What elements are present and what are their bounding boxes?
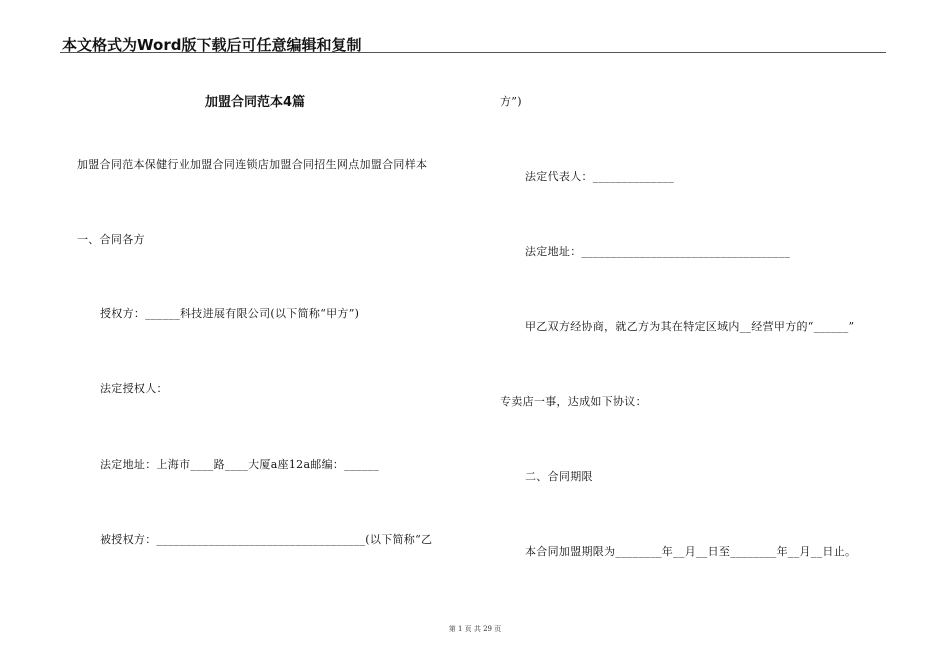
intro-paragraph: 加盟合同范本保健行业加盟合同连锁店加盟合同招生网点加盟合同样本	[77, 158, 428, 171]
agreement-paragraph: 甲乙双方经协商，就乙方为其在特定区域内__经营甲方的“______”	[525, 320, 855, 333]
section-heading-parties: 一、合同各方	[77, 233, 145, 246]
right-legal-address-line: 法定地址：____________________________________	[525, 245, 791, 258]
licensee-line-continued: 方”)	[500, 95, 522, 108]
header-divider	[60, 52, 886, 53]
licensor-line: 授权方：______科技进展有限公司(以下简称“甲方”)	[100, 307, 360, 320]
agreement-paragraph-continued: 专卖店一事，达成如下协议：	[500, 395, 647, 408]
legal-representative-line: 法定代表人：______________	[525, 170, 674, 183]
legal-authorizer-line: 法定授权人：	[100, 382, 168, 395]
document-title: 加盟合同范本4篇	[205, 95, 306, 110]
section-heading-term: 二、合同期限	[525, 470, 593, 483]
legal-address-line: 法定地址：上海市____路____大厦a座12a邮编：______	[100, 458, 380, 471]
page-footer: 第 1 页 共 29 页	[448, 625, 502, 633]
header-title: 本文格式为Word版下载后可任意编辑和复制	[62, 36, 362, 54]
licensee-line: 被授权方：____________________________________(以下简称“乙	[100, 533, 433, 546]
term-paragraph: 本合同加盟期限为________年__月__日至________年__月__日止。	[525, 545, 857, 558]
